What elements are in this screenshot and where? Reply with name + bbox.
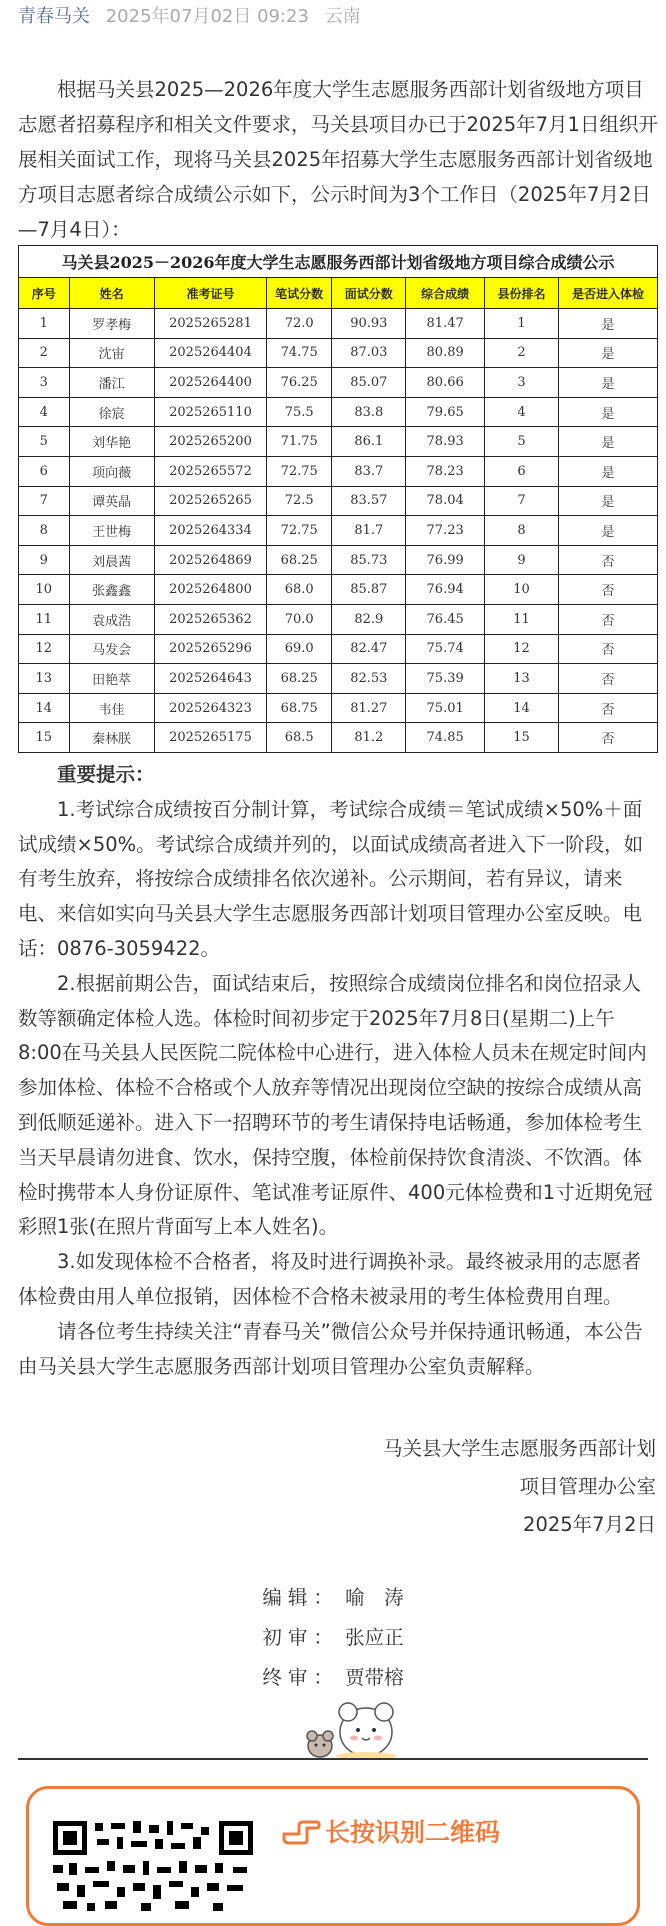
- table-cell: 85.73: [332, 545, 406, 575]
- table-cell: 否: [559, 664, 658, 694]
- signature-org-line2: 项目管理办公室: [519, 1475, 656, 1498]
- table-cell: 83.8: [332, 397, 406, 427]
- table-cell: 2025265281: [154, 309, 266, 339]
- table-cell: 9: [484, 545, 558, 575]
- table-cell: 田艳萃: [69, 664, 154, 694]
- table-cell: 81.7: [332, 516, 406, 546]
- table-cell: 78.04: [406, 486, 485, 516]
- table-cell: 11: [19, 604, 70, 634]
- intro-paragraph: [18, 72, 658, 247]
- table-row: [19, 664, 658, 694]
- table-cell: 是: [559, 338, 658, 368]
- table-cell: 10: [19, 575, 70, 605]
- table-row: [19, 397, 658, 427]
- table-cell: 78.93: [406, 427, 485, 457]
- table-cell: 68.0: [267, 575, 332, 605]
- table-cell: 74.75: [267, 338, 332, 368]
- qr-prompt: [281, 1813, 500, 1849]
- note-item-1: 1.考试综合成绩按百分制计算，考试综合成绩＝笔试成绩×50%＋面试成绩×50%。考试综合成绩并列的，以面试成绩高者进入下一阶段，如有考生放弃，将按综合成绩排名依次递补。公示期间，若有异议，请来电、来信如实向马关县大学生志愿服务西部计划项目管理办公室反映。电话：0876-3059422。: [18, 797, 644, 960]
- table-cell: 沈宙: [69, 338, 154, 368]
- table-cell: 韦佳: [69, 693, 154, 723]
- table-cell: 76.45: [406, 604, 485, 634]
- table-cell: 68.25: [267, 545, 332, 575]
- table-cell: 81.2: [332, 723, 406, 753]
- table-cell: 否: [559, 634, 658, 664]
- table-cell: 90.93: [332, 309, 406, 339]
- table-cell: 72.75: [267, 516, 332, 546]
- table-header-cell: 笔试分数: [267, 278, 332, 309]
- table-cell: 78.23: [406, 456, 485, 486]
- table-row: [19, 338, 658, 368]
- table-cell: 3: [19, 368, 70, 398]
- table-header-cell: 准考证号: [154, 278, 266, 309]
- table-cell: 张鑫鑫: [69, 575, 154, 605]
- table-cell: 7: [484, 486, 558, 516]
- table-cell: 王世梅: [69, 516, 154, 546]
- table-cell: 徐宸: [69, 397, 154, 427]
- table-cell: 11: [484, 604, 558, 634]
- table-cell: 75.39: [406, 664, 485, 694]
- table-cell: 1: [19, 309, 70, 339]
- staff-credits: [0, 1578, 666, 1698]
- table-cell: 69.0: [267, 634, 332, 664]
- reviewer-line: [0, 1618, 666, 1658]
- signature-date: 2025年7月2日: [523, 1513, 656, 1536]
- table-row: [19, 309, 658, 339]
- table-cell: 76.25: [267, 368, 332, 398]
- table-header-cell: 综合成绩: [406, 278, 485, 309]
- table-cell: 项向薇: [69, 456, 154, 486]
- table-cell: 12: [484, 634, 558, 664]
- table-cell: 是: [559, 486, 658, 516]
- table-cell: 谭英晶: [69, 486, 154, 516]
- table-row: [19, 604, 658, 634]
- table-cell: 75.5: [267, 397, 332, 427]
- table-cell: 1: [484, 309, 558, 339]
- table-header-cell: 面试分数: [332, 278, 406, 309]
- table-cell: 68.75: [267, 693, 332, 723]
- table-cell: 2025264323: [154, 693, 266, 723]
- table-cell: 是: [559, 456, 658, 486]
- table-cell: 85.07: [332, 368, 406, 398]
- table-cell: 否: [559, 723, 658, 753]
- table-cell: 2: [19, 338, 70, 368]
- table-cell: 83.7: [332, 456, 406, 486]
- table-cell: 82.47: [332, 634, 406, 664]
- table-cell: 9: [19, 545, 70, 575]
- table-cell: 14: [484, 693, 558, 723]
- table-row: [19, 368, 658, 398]
- table-header-cell: 序号: [19, 278, 70, 309]
- table-cell: 3: [484, 368, 558, 398]
- table-cell: 2025265572: [154, 456, 266, 486]
- table-cell: 79.65: [406, 397, 485, 427]
- table-cell: 2025264869: [154, 545, 266, 575]
- table-row: [19, 575, 658, 605]
- pointing-hand-icon: [281, 1816, 321, 1846]
- qr-prompt-text: 长按识别二维码: [325, 1818, 501, 1847]
- table-cell: 15: [19, 723, 70, 753]
- table-cell: 76.94: [406, 575, 485, 605]
- section-divider: [18, 1758, 648, 1760]
- table-cell: 刘华艳: [69, 427, 154, 457]
- table-cell: 7: [19, 486, 70, 516]
- table-cell: 82.53: [332, 664, 406, 694]
- mouse-mascot-icon: [290, 1694, 410, 1764]
- table-cell: 是: [559, 427, 658, 457]
- signature-org-line1: 马关县大学生志愿服务西部计划: [382, 1437, 656, 1460]
- table-cell: 是: [559, 368, 658, 398]
- account-name-link[interactable]: 青春马关: [18, 6, 90, 27]
- table-cell: 4: [19, 397, 70, 427]
- table-cell: 75.74: [406, 634, 485, 664]
- table-cell: 13: [19, 664, 70, 694]
- table-cell: 8: [19, 516, 70, 546]
- table-cell: 77.23: [406, 516, 485, 546]
- table-cell: 82.9: [332, 604, 406, 634]
- table-cell: 刘晨茜: [69, 545, 154, 575]
- table-cell: 2025265265: [154, 486, 266, 516]
- table-cell: 80.89: [406, 338, 485, 368]
- table-header-cell: 县份排名: [484, 278, 558, 309]
- table-cell: 4: [484, 397, 558, 427]
- table-cell: 70.0: [267, 604, 332, 634]
- table-cell: 85.87: [332, 575, 406, 605]
- table-cell: 2025264643: [154, 664, 266, 694]
- table-cell: 2025265200: [154, 427, 266, 457]
- table-cell: 是: [559, 309, 658, 339]
- final-reviewer-name: 贾带榕: [345, 1666, 404, 1689]
- intro-text: 根据马关县2025—2026年度大学生志愿服务西部计划省级地方项目志愿者招募程序和相关文件要求，马关县项目办已于2025年7月1日组织开展相关面试工作，现将马关县2025年招募大学生志愿服务西部计划省级地方项目志愿者综合成绩公示如下，公示时间为3个工作日（2025年7月2日—7月4日）：: [18, 78, 658, 241]
- table-row: [19, 693, 658, 723]
- table-row: [19, 427, 658, 457]
- qr-code-icon[interactable]: [53, 1821, 253, 1911]
- table-row: [19, 634, 658, 664]
- note-item-2: 2.根据前期公告，面试结束后，按照综合成绩岗位排名和岗位招录人数等额确定体检人选。体检时间初步定于2025年7月8日(星期二)上午8:00在马关县人民医院二院体检中心进行，进入体检人员未在规定时间内参加体检、体检不合格或个人放弃等情况出现岗位空缺的按综合成绩从高到低顺延递补。进入下一招聘环节的考生请保持电话畅通，参加体检考生当天早晨请勿进食、饮水，保持空腹，体检前保持饮食清淡、不饮酒。体检时携带本人身份证原件、笔试准考证原件、400元体检费和1寸近期免冠彩照1张(在照片背面写上本人姓名)。: [18, 971, 653, 1239]
- table-cell: 83.57: [332, 486, 406, 516]
- table-cell: 10: [484, 575, 558, 605]
- table-cell: 2025264334: [154, 516, 266, 546]
- publish-location: 云南: [324, 6, 361, 27]
- table-row: [19, 486, 658, 516]
- table-cell: 12: [19, 634, 70, 664]
- table-cell: 86.1: [332, 427, 406, 457]
- editor-line: [0, 1578, 666, 1618]
- notes-section: [18, 758, 658, 1384]
- table-cell: 15: [484, 723, 558, 753]
- reviewer-label: 初审：: [262, 1626, 339, 1649]
- results-table: [18, 245, 658, 753]
- table-cell: 72.75: [267, 456, 332, 486]
- table-row: [19, 516, 658, 546]
- table-cell: 秦林朕: [69, 723, 154, 753]
- table-cell: 72.5: [267, 486, 332, 516]
- table-title: 马关县2025－2026年度大学生志愿服务西部计划省级地方项目综合成绩公示: [19, 246, 658, 278]
- table-cell: 2025264800: [154, 575, 266, 605]
- table-header-cell: 姓名: [69, 278, 154, 309]
- table-cell: 是: [559, 516, 658, 546]
- table-cell: 马发会: [69, 634, 154, 664]
- signature-block: [383, 1430, 656, 1544]
- reviewer-name: 张应正: [345, 1626, 404, 1649]
- table-cell: 袁成浩: [69, 604, 154, 634]
- table-row: [19, 456, 658, 486]
- note-closing: 请各位考生持续关注“青春马关”微信公众号并保持通讯畅通，本公告由马关县大学生志愿服务西部计划项目管理办公室负责解释。: [18, 1319, 643, 1378]
- note-item-3: 3.如发现体检不合格者，将及时进行调换补录。最终被录用的志愿者体检费由用人单位报销，因体检不合格未被录用的考生体检费用自理。: [18, 1250, 642, 1308]
- table-cell: 6: [19, 456, 70, 486]
- table-cell: 87.03: [332, 338, 406, 368]
- table-cell: 2025264404: [154, 338, 266, 368]
- table-cell: 75.01: [406, 693, 485, 723]
- table-row: [19, 723, 658, 753]
- results-table-container: [18, 245, 658, 753]
- table-cell: 80.66: [406, 368, 485, 398]
- table-cell: 2025265110: [154, 397, 266, 427]
- notes-heading: 重要提示：: [57, 763, 155, 786]
- table-title-row: [19, 246, 658, 278]
- table-cell: 76.99: [406, 545, 485, 575]
- table-cell: 13: [484, 664, 558, 694]
- table-cell: 68.25: [267, 664, 332, 694]
- final-reviewer-line: [0, 1658, 666, 1698]
- table-cell: 罗孝梅: [69, 309, 154, 339]
- table-header-cell: 是否进入体检: [559, 278, 658, 309]
- table-cell: 2025265362: [154, 604, 266, 634]
- table-cell: 潘江: [69, 368, 154, 398]
- table-cell: 72.0: [267, 309, 332, 339]
- table-cell: 5: [484, 427, 558, 457]
- table-row: [19, 545, 658, 575]
- table-cell: 否: [559, 604, 658, 634]
- table-cell: 81.27: [332, 693, 406, 723]
- editor-name: 喻 涛: [345, 1586, 404, 1609]
- table-cell: 81.47: [406, 309, 485, 339]
- table-cell: 6: [484, 456, 558, 486]
- table-cell: 否: [559, 693, 658, 723]
- publish-date: 2025年07月02日 09:23: [105, 6, 309, 27]
- table-cell: 2025265175: [154, 723, 266, 753]
- table-cell: 2: [484, 338, 558, 368]
- table-cell: 8: [484, 516, 558, 546]
- table-cell: 68.5: [267, 723, 332, 753]
- final-reviewer-label: 终审：: [262, 1666, 339, 1689]
- table-cell: 是: [559, 397, 658, 427]
- table-cell: 2025264400: [154, 368, 266, 398]
- table-header-row: [19, 278, 658, 309]
- table-cell: 2025265296: [154, 634, 266, 664]
- article-meta: [18, 4, 371, 30]
- table-cell: 74.85: [406, 723, 485, 753]
- qr-card: [26, 1786, 640, 1926]
- table-cell: 5: [19, 427, 70, 457]
- table-cell: 否: [559, 545, 658, 575]
- table-cell: 否: [559, 575, 658, 605]
- table-cell: 71.75: [267, 427, 332, 457]
- table-cell: 14: [19, 693, 70, 723]
- editor-label: 编辑：: [262, 1586, 339, 1609]
